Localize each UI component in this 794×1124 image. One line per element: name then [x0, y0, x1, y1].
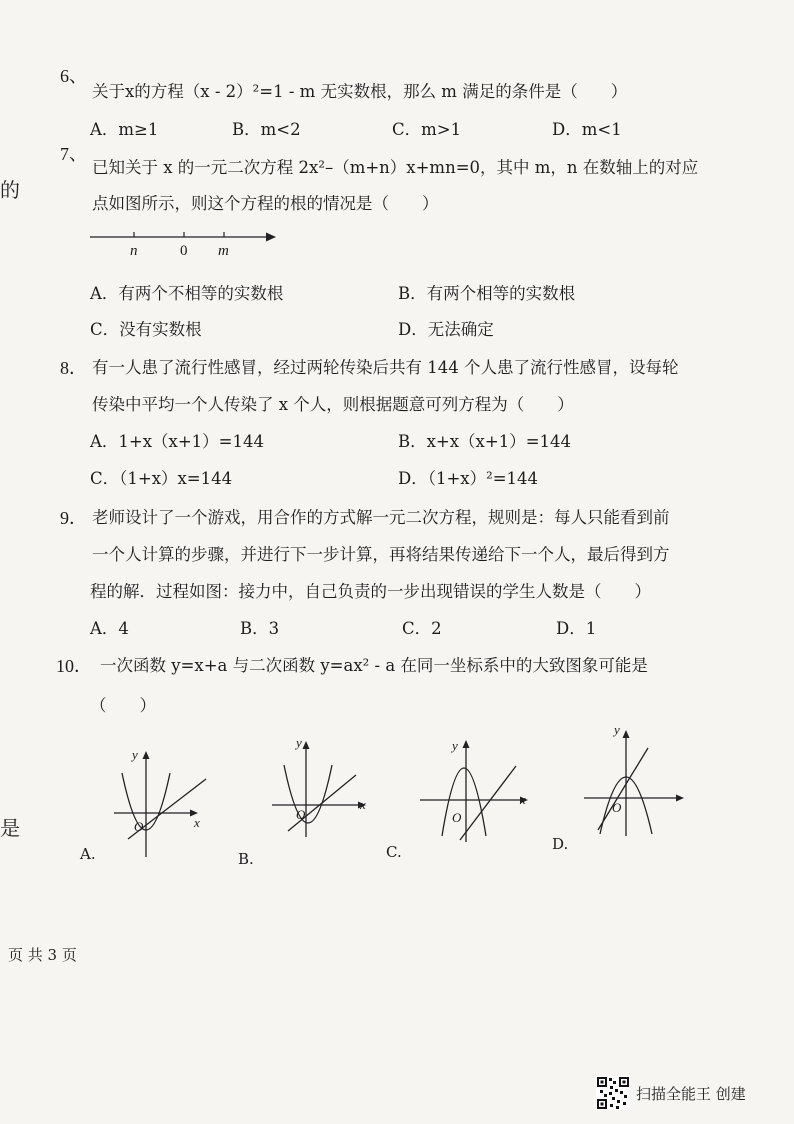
graph-label: A.: [80, 845, 96, 863]
option-c: C．（1+x）x=144: [90, 469, 233, 488]
option-d: D．无法确定: [398, 320, 494, 339]
question-stem-line: 传染中平均一个人传染了 x 个人，则根据题意可列方程为（ ）: [92, 395, 574, 414]
question-stem: 一次函数 y=x+a 与二次函数 y=ax² - a 在同一坐标系中的大致图象可能是: [100, 656, 648, 675]
origin-label: O: [296, 807, 306, 822]
option-d: D．1: [556, 619, 597, 638]
origin-label: O: [452, 810, 462, 825]
option-a: A．有两个不相等的实数根: [90, 284, 284, 303]
axis-label-x: x: [520, 792, 526, 807]
option-d: D．（1+x）²=144: [398, 469, 539, 488]
graph-b: [268, 735, 372, 845]
question-stem-line: 已知关于 x 的一元二次方程 2x²–（m+n）x+mn=0，其中 m，n 在数轴上的对应: [92, 158, 699, 177]
page-footer: 页 共 3 页: [8, 946, 77, 964]
graph-label: C.: [386, 843, 402, 861]
question-number: 8．: [60, 358, 87, 378]
option-d: D．m<1: [552, 120, 622, 139]
option-b: B．m<2: [232, 120, 301, 139]
number-line-label: m: [218, 243, 229, 258]
axis-label-y: y: [296, 735, 302, 750]
option-c: C．2: [402, 619, 442, 638]
number-line-label: 0: [180, 243, 188, 258]
question-stem: 关于x的方程（x - 2）²=1 - m 无实数根，那么 m 满足的条件是（ ）: [92, 82, 628, 101]
graph-label: D.: [552, 835, 569, 853]
option-a: A．1+x（x+1）=144: [90, 432, 264, 451]
question-number: 9．: [60, 508, 87, 528]
option-b: B．有两个相等的实数根: [398, 284, 576, 303]
axis-label-x: x: [194, 815, 200, 830]
question-stem-line: 有一人患了流行性感冒，经过两轮传染后共有 144 个人患了流行性感冒，设每轮: [92, 358, 679, 377]
option-a: A．4: [90, 619, 129, 638]
graph-a: [110, 735, 210, 865]
answer-paren: （ ）: [90, 696, 156, 715]
option-b: B．3: [240, 619, 280, 638]
question-number: 6、: [60, 66, 87, 86]
origin-label: O: [134, 819, 144, 834]
axis-label-y: y: [132, 747, 138, 762]
axis-label-y: y: [452, 738, 458, 753]
option-b: B．x+x（x+1）=144: [398, 432, 572, 451]
origin-label: O: [612, 800, 622, 815]
axis-label-x: x: [360, 797, 366, 812]
margin-fragment: 的: [0, 178, 20, 202]
number-line-label: n: [130, 243, 138, 258]
option-a: A．m≥1: [90, 120, 159, 139]
qr-code-icon: [596, 1076, 630, 1110]
question-stem-line: 老师设计了一个游戏，用合作的方式解一元二次方程，规则是：每人只能看到前: [92, 508, 670, 527]
option-c: C．没有实数根: [90, 320, 202, 339]
question-stem-line: 点如图所示，则这个方程的根的情况是（ ）: [92, 194, 439, 213]
option-c: C．m>1: [392, 120, 462, 139]
scanner-watermark: 扫描全能王 创建: [636, 1085, 746, 1103]
number-line-figure: [88, 224, 288, 258]
question-number: 7、: [60, 144, 87, 164]
question-stem-line: 一个人计算的步骤，并进行下一步计算，再将结果传递给下一个人，最后得到方: [92, 545, 670, 564]
question-stem-line: 程的解．过程如图：接力中，自己负责的一步出现错误的学生人数是（ ）: [90, 582, 651, 601]
graph-label: B.: [238, 850, 254, 868]
question-number: 10．: [56, 656, 92, 676]
axis-label-y: y: [614, 722, 620, 737]
graph-d: [580, 718, 690, 838]
margin-fragment: 是: [0, 816, 20, 840]
graph-c: [416, 734, 536, 844]
